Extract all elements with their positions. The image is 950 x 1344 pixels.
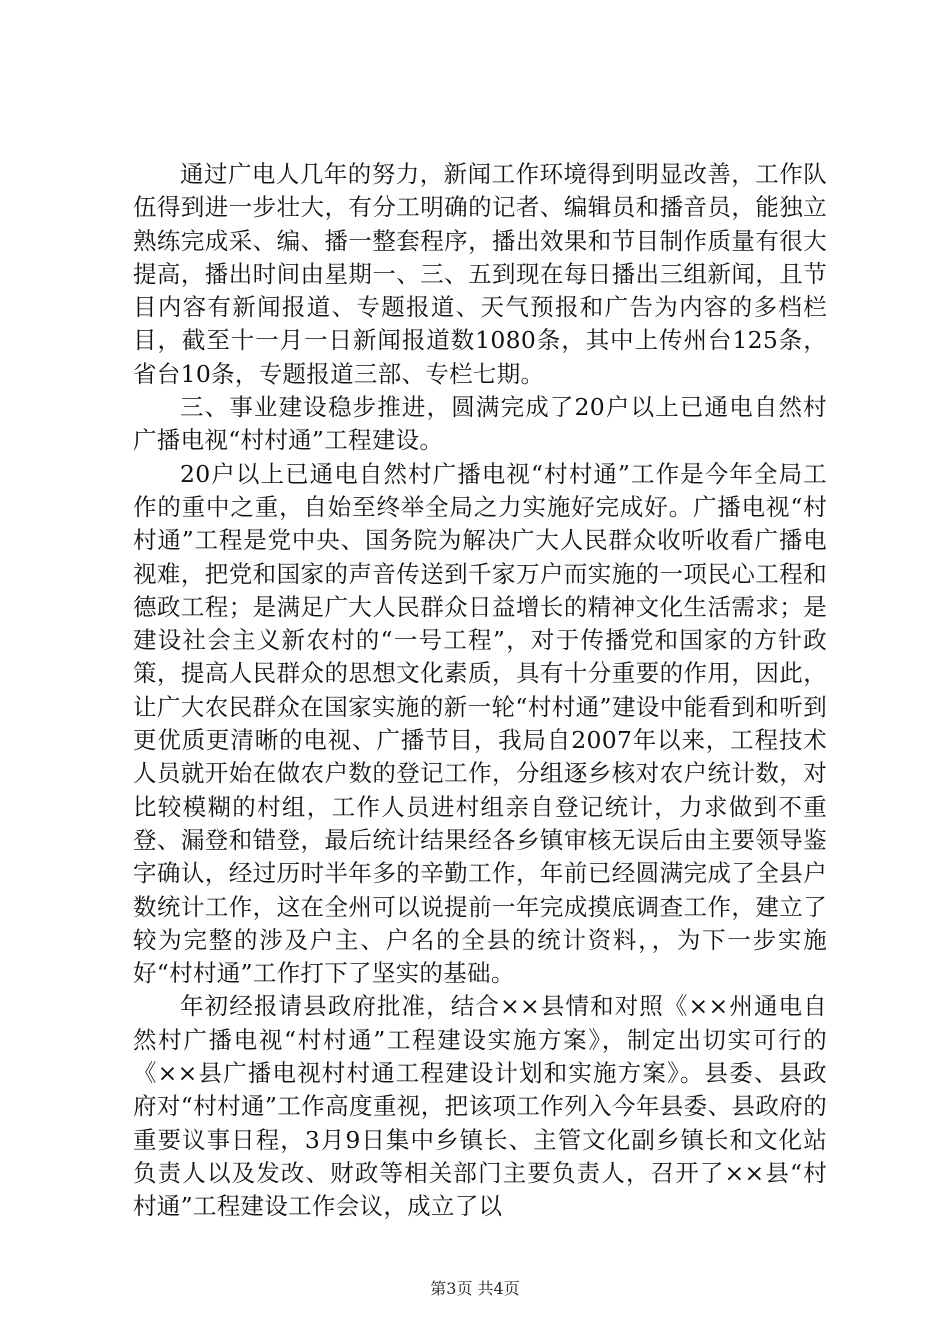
- document-body: [133, 158, 827, 1224]
- paragraph-section-three-heading: 三、事业建设稳步推进，圆满完成了20户以上已通电自然村广播电视“村村通”工程建设。: [133, 393, 827, 455]
- paragraph-village-coverage: 20户以上已通电自然村广播电视“村村通”工作是今年全局工作的重中之重，自始至终举全局之力实施好完成好。广播电视“村村通”工程是党中央、国务院为解决广大人民群众收听收看广播电视难，把党和国家的声音传送到千家万户而实施的一项民心工程和德政工程；是满足广大人民群众日益增长的精神文化生活需求；是建设社会主义新农村的“一号工程”，对于传播党和国家的方针政策，提高人民群众的思想文化素质，具有十分重要的作用，因此，让广大农民群众在国家实施的新一轮“村村通”建设中能看到和听到更优质更清晰的电视、广播节目，我局自2007年以来，工程技术人员就开始在做农户数的登记工作，分组逐乡核对农户统计数，对比较模糊的村组，工作人员进村组亲自登记统计，力求做到不重登、漏登和错登，最后统计结果经各乡镇审核无误后由主要领导鉴字确认，经过历时半年多的辛勤工作，年前已经圆满完成了全县户数统计工作，这在全州可以说提前一年完成摸底调查工作，建立了较为完整的涉及户主、户名的全县的统计资料，，为下一步实施好“村村通”工作打下了坚实的基础。: [133, 459, 827, 988]
- paragraph-implementation-plan: 年初经报请县政府批准，结合××县情和对照《××州通电自然村广播电视“村村通”工程建设实施方案》，制定出切实可行的《××县广播电视村村通工程建设计划和实施方案》。县委、县政府对“村村通”工作高度重视，把该项工作列入今年县委、县政府的重要议事日程，3月9日集中乡镇长、主管文化副乡镇长和文化站负责人以及发改、财政等相关部门主要负责人，召开了××县“村村通”工程建设工作会议，成立了以: [133, 992, 827, 1221]
- page-number-footer: 第3页 共4页: [430, 1279, 520, 1298]
- paragraph-news-work: 通过广电人几年的努力，新闻工作环境得到明显改善，工作队伍得到进一步壮大，有分工明确的记者、编辑员和播音员，能独立熟练完成采、编、播一整套程序，播出效果和节目制作质量有很大提高，播出时间由星期一、三、五到现在每日播出三组新闻，且节目内容有新闻报道、专题报道、天气预报和广告为内容的多档栏目，截至十一月一日新闻报道数1080条，其中上传州台125条，省台10条，专题报道三部、专栏七期。: [133, 160, 827, 388]
